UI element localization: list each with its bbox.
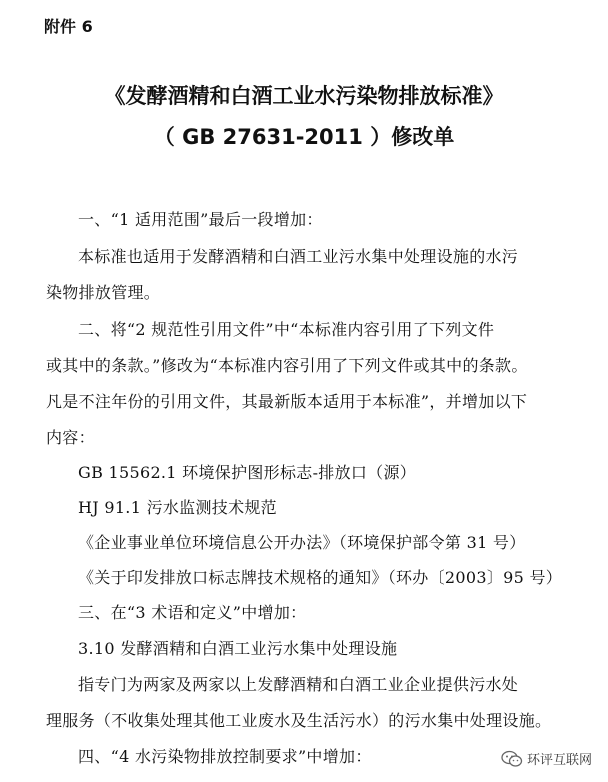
document-title: 《发酵酒精和白酒工业水污染物排放标准》 (104, 84, 504, 108)
section-heading: 二、将“2 规范性引用文件”中“本标准内容引用了下列文件 (78, 320, 495, 339)
attachment-label: 附件 6 (44, 17, 93, 36)
paragraph-line: 内容： (46, 428, 95, 447)
document-subtitle: （ GB 27631-2011 ）修改单 (153, 125, 455, 149)
term-heading: 3.10 发酵酒精和白酒工业污水集中处理设施 (78, 639, 398, 658)
paragraph-line: 指专门为两家及两家以上发酵酒精和白酒工业企业提供污水处 (78, 675, 519, 694)
section-heading: 一、“1 适用范围”最后一段增加： (78, 210, 323, 229)
reference-item: HJ 91.1 污水监测技术规范 (78, 498, 277, 517)
reference-item: 《关于印发排放口标志牌技术规格的通知》（环办〔2003〕95 号） (78, 568, 563, 587)
watermark (497, 747, 596, 770)
watermark-text: 环评互联网 (526, 753, 592, 768)
reference-item: GB 15562.1 环境保护图形标志-排放口（源） (78, 463, 417, 482)
wechat-icon (501, 750, 523, 768)
paragraph-line: 凡是不注年份的引用文件，其最新版本适用于本标准”，并增加以下 (46, 392, 528, 411)
section-heading: 四、“4 水污染物排放控制要求”中增加： (78, 747, 372, 766)
paragraph-line: 本标准也适用于发酵酒精和白酒工业污水集中处理设施的水污 (78, 247, 519, 266)
paragraph-line: 理服务（不收集处理其他工业废水及生活污水）的污水集中处理设施。 (46, 711, 552, 730)
paragraph-line: 染物排放管理。 (46, 283, 161, 302)
section-heading: 三、在“3 术语和定义”中增加： (78, 603, 307, 622)
paragraph-line: 或其中的条款。”修改为“本标准内容引用了下列文件或其中的条款。 (46, 356, 528, 375)
reference-item: 《企业事业单位环境信息公开办法》（环境保护部令第 31 号） (78, 533, 526, 552)
